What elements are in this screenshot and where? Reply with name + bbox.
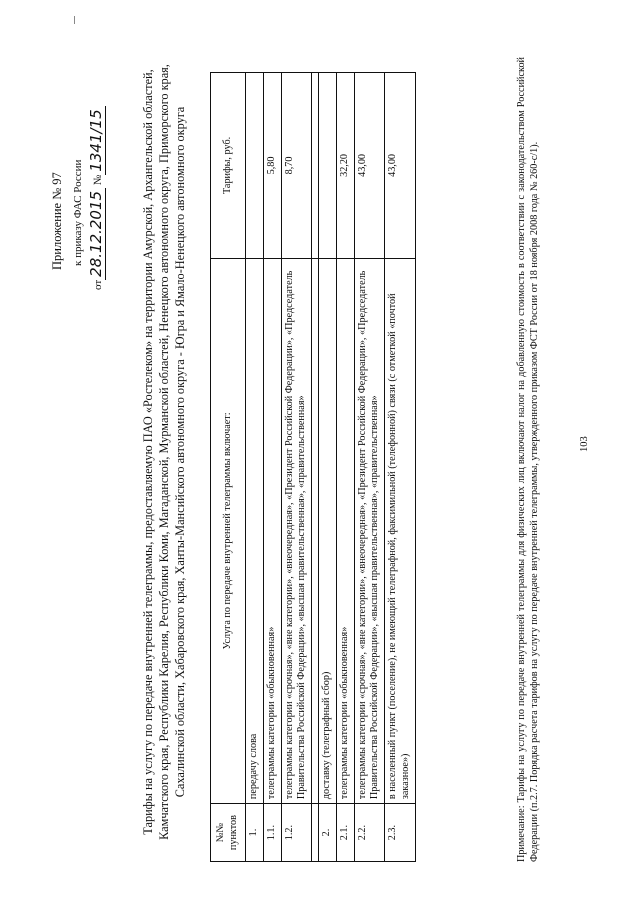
row-price: 8,70: [281, 73, 312, 259]
document-title: Тарифы на услугу по передаче внутренней телеграммы, предоставляемую ПАО «Ростелеком» на территории Амурской, Архангельской областей, Камчатского края, Республики Карелия, Республики Коми, Магаданской, Мурманской областей, Ненецкого автономного округа, Приморского края, Сахалинской области, Хабаровского края, Ханты-Мансийского автономного округа - Югра и Ямало-Ненецкого автономного округа: [141, 64, 188, 840]
header-price: Тарифы, руб.: [211, 73, 246, 259]
row-service: в населенный пункт (поселение), не имеющий телеграфной, факсимильной (телефонной) связи (с отметкой «почтой заказное»): [385, 258, 416, 803]
row-service: телеграммы категории «срочная», «вне категории», «внеочередная», «Президент Российской Федерации», «Председатель Правительства Российской Федерации», «высшая правительственная», «правительственная»: [354, 258, 385, 803]
number-prefix: №: [92, 174, 105, 186]
footnote: Примечание: Тарифы на услугу по передаче внутренней телеграммы для физических лиц включают налог на добавленную стоимость в соответствии с законодательством Российской Федерации (п.2.7. Порядка расчета тарифов на услугу по передаче внутренней телеграммы, утвержденного приказом ФСТ России от 18 ноября 2008 года № 260-с/1).: [516, 57, 541, 862]
row-number: 2.: [319, 804, 337, 862]
order-reference: к приказу ФАС России: [71, 159, 84, 266]
handwritten-order-number: 1341/15: [87, 106, 106, 174]
table-header-row: [211, 73, 246, 862]
row-number: 2.1.: [336, 804, 354, 862]
handwritten-date: 28.12.2015: [87, 188, 106, 280]
row-service: телеграммы категории «обыкновенная»: [336, 258, 354, 803]
appendix-header: [50, 40, 106, 290]
spacer-cell: [312, 804, 319, 862]
row-number: 1.2.: [281, 804, 312, 862]
date-prefix: от: [92, 279, 105, 290]
table-row: [263, 73, 281, 862]
row-service: телеграммы категории «обыкновенная»: [263, 258, 281, 803]
table-row: [354, 73, 385, 862]
table-row: [246, 73, 264, 862]
header-service: Услуга по передаче внутренней телеграммы включает:: [211, 258, 246, 803]
row-number: 1.: [246, 804, 264, 862]
table-row: [385, 73, 416, 862]
row-number: 2.3.: [385, 804, 416, 862]
order-date-line: [87, 40, 106, 290]
spacer-cell: [312, 73, 319, 259]
spacer-cell: [312, 258, 319, 803]
page-number: 103: [579, 436, 590, 452]
row-price: [246, 73, 264, 259]
row-service: телеграммы категории «срочная», «вне категории», «внеочередная», «Президент Российской Федерации», «Председатель Правительства Российской Федерации», «высшая правительственная», «правительственная»: [281, 258, 312, 803]
appendix-number: Приложение № 97: [50, 172, 64, 270]
row-service: доставку (телеграфный сбор): [319, 258, 337, 803]
tariffs-table: [210, 72, 416, 862]
row-price: [319, 73, 337, 259]
row-service: передачу слова: [246, 258, 264, 803]
row-price: 43,00: [385, 73, 416, 259]
table-row: [281, 73, 312, 862]
header-item-number: №№ пунктов: [211, 804, 246, 862]
table-row: [319, 73, 337, 862]
row-price: 32,20: [336, 73, 354, 259]
row-number: 1.1.: [263, 804, 281, 862]
spacer-row: [312, 73, 319, 862]
row-number: 2.2.: [354, 804, 385, 862]
row-price: 5,80: [263, 73, 281, 259]
document-page: [40, 12, 600, 892]
row-price: 43,00: [354, 73, 385, 259]
table-row: [336, 73, 354, 862]
scan-mark: [74, 16, 75, 24]
